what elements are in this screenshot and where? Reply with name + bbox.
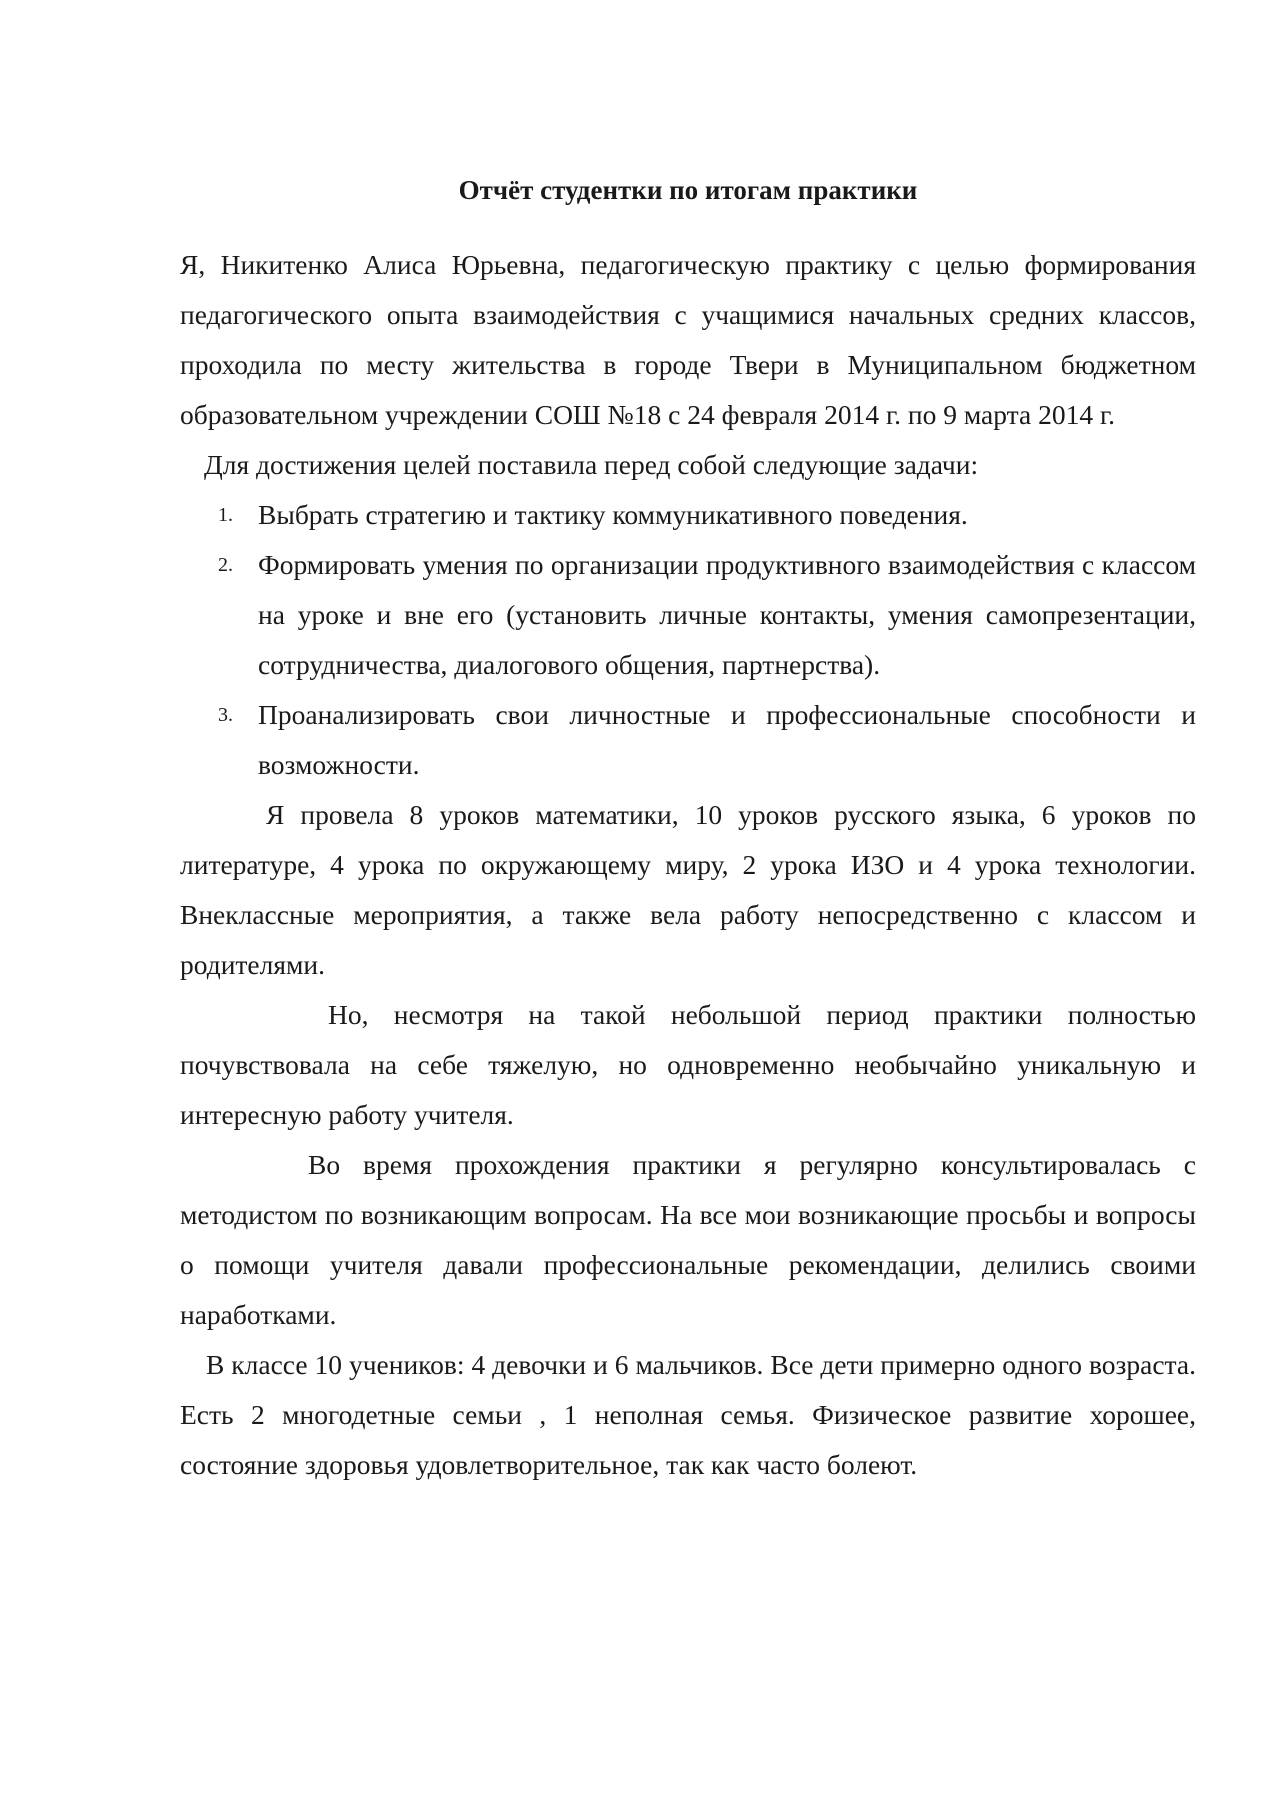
- list-item: [218, 490, 1196, 540]
- list-item-text: Проанализировать свои личностные и профессиональные способности и возможности.: [258, 699, 1196, 780]
- list-item-number: 3.: [218, 704, 233, 726]
- tasks-list: [180, 490, 1196, 790]
- lessons-paragraph: Я провела 8 уроков математики, 10 уроков русского языка, 6 уроков по литературе, 4 урока по окружающему миру, 2 урока ИЗО и 4 урока технологии. Внеклассные мероприятия, а также вела работу непосредственно с классом и родителями.: [180, 799, 1196, 980]
- list-item-number: 2.: [218, 554, 233, 576]
- list-item-number: 1.: [218, 504, 233, 526]
- class-info-paragraph: В классе 10 учеников: 4 девочки и 6 мальчиков. Все дети примерно одного возраста. Есть 2 многодетные семьи , 1 неполная семья. Физическое развитие хорошее, состояние здоровья удовлетворительное, так как часто болеют.: [180, 1349, 1196, 1480]
- impression-paragraph: Но, несмотря на такой небольшой период практики полностью почувствовала на себе тяжелую, но одновременно необычайно уникальную и интересную работу учителя.: [180, 999, 1196, 1130]
- intro-paragraph: Я, Никитенко Алиса Юрьевна, педагогическую практику с целью формирования педагогического опыта взаимодействия с учащимися начальных средних классов, проходила по месту жительства в городе Твери в Муниципальном бюджетном образовательном учреждении СОШ №18 с 24 февраля 2014 г. по 9 марта 2014 г.: [180, 249, 1196, 430]
- goals-lead-paragraph: Для достижения целей поставила перед собой следующие задачи:: [204, 449, 979, 480]
- document-body: [180, 240, 1196, 1490]
- document-title: Отчёт студентки по итогам практики: [458, 175, 918, 205]
- list-item: [218, 690, 1196, 790]
- consultation-paragraph: Во время прохождения практики я регулярно консультировалась с методистом по возникающим вопросам. На все мои возникающие просьбы и вопросы о помощи учителя давали профессиональные рекомендации, делились своими наработками.: [180, 1149, 1196, 1330]
- list-item-text: Выбрать стратегию и тактику коммуникативного поведения.: [258, 499, 968, 530]
- list-item-text: Формировать умения по организации продуктивного взаимодействия с классом на уроке и вне его (установить личные контакты, умения самопрезентации, сотрудничества, диалогового общения, партнерства).: [258, 549, 1196, 680]
- list-item: [218, 540, 1196, 690]
